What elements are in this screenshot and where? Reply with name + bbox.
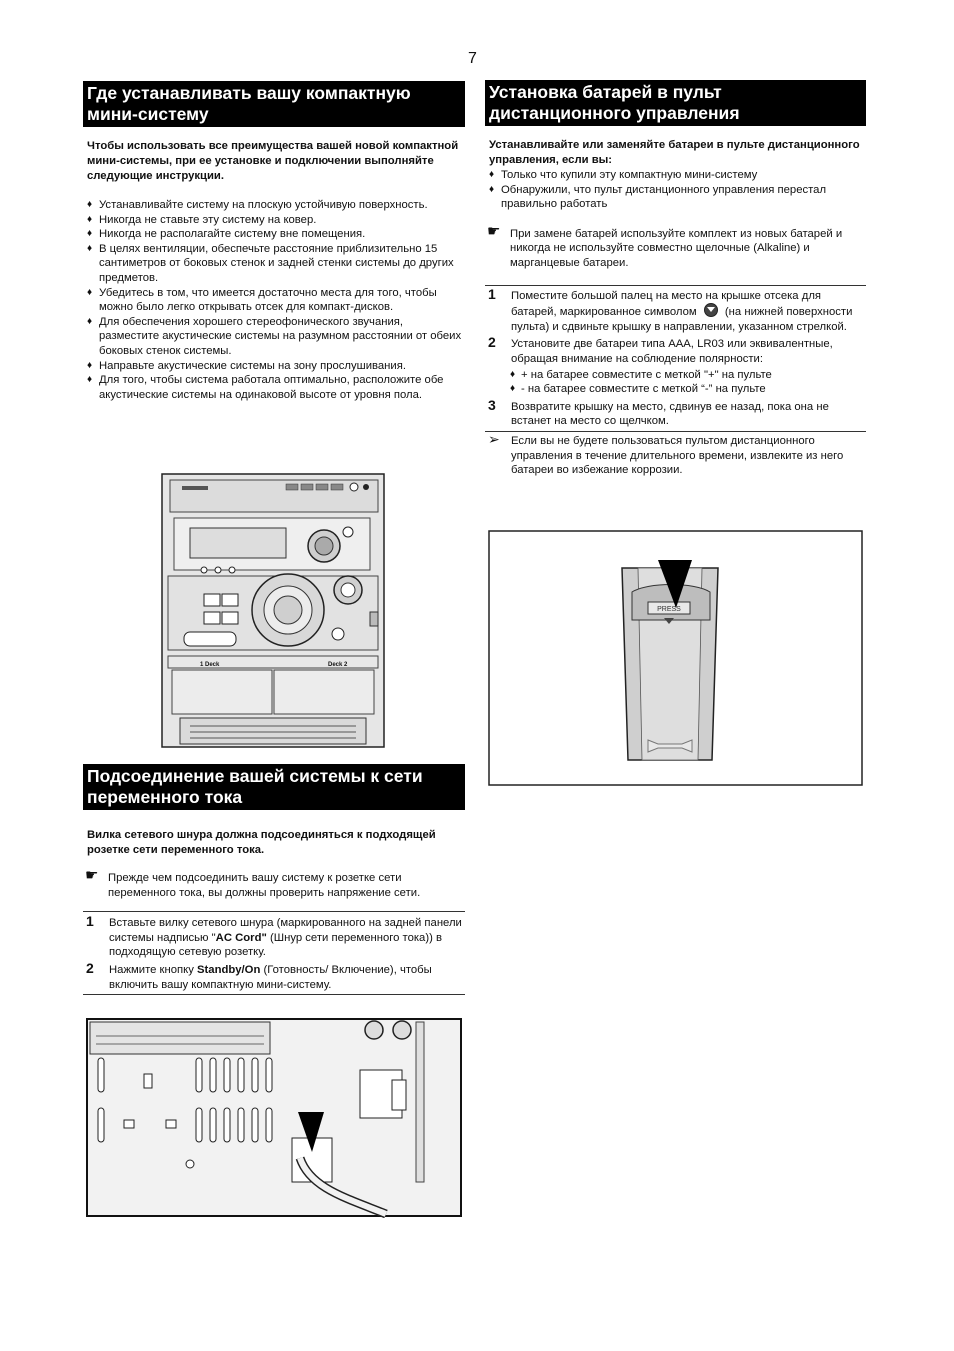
ac-section bbox=[83, 764, 465, 995]
battery-tip: ➢ Если вы не будете пользоваться пультом дистанционного управления в течение длительного времени, извлеките из него батареи во избежание коррозии. bbox=[488, 430, 844, 477]
remote-image bbox=[488, 530, 864, 787]
battery-steps bbox=[485, 285, 866, 429]
pointing-hand-icon: ☛ bbox=[487, 222, 501, 240]
list-item: ♦ Устанавливайте систему на плоскую устойчивую поверхность. bbox=[87, 199, 428, 211]
press-label: PRESS bbox=[657, 606, 681, 613]
bullet-diamond-icon: ♦ bbox=[489, 183, 495, 195]
rear-panel-illustration bbox=[86, 1018, 462, 1218]
bullet-diamond-icon: ♦ bbox=[87, 228, 93, 240]
mini-system-illustration bbox=[160, 472, 386, 749]
battery-step-2: 2 Установите две батареи типа AAA, LR03 или эквивалентные, обращая внимание на соблюдение полярности: bbox=[488, 334, 833, 365]
placement-title: Где устанавливать вашу компактную мини-систему bbox=[83, 81, 465, 127]
press-symbol-icon bbox=[704, 303, 718, 317]
divider bbox=[83, 911, 465, 912]
divider bbox=[83, 994, 465, 995]
list-item: ♦ Для обеспечения хорошего стереофонического звучания, разместите акустические системы на разумном расстоянии от обеих боковых стенок системы. bbox=[87, 315, 462, 357]
ac-step-1: 1 Вставьте вилку сетевого шнура (маркированного на задней панели системы надписью "AC Cord" (Шнур сети переменного тока)) в подходящую сетевую розетку. bbox=[86, 913, 462, 959]
list-item: ♦ Для того, чтобы система работала оптимально, расположите обе акустические системы на одинаковой высоте от уровня пола. bbox=[87, 374, 444, 401]
list-item: ♦ Убедитесь в том, что имеется достаточно места для того, чтобы можно было легко открывать отсек для компакт-дисков. bbox=[87, 286, 437, 314]
ac-steps bbox=[83, 913, 465, 992]
bullet-diamond-icon: ♦ bbox=[87, 242, 93, 254]
arrow-right-icon: ➢ bbox=[488, 430, 500, 447]
bullet-diamond-icon: ♦ bbox=[510, 383, 516, 395]
ac-note: ☛ Прежде чем подсоединить вашу систему к розетке сети переменного тока, вы должны проверить напряжение сети. bbox=[85, 867, 421, 899]
battery-title: Установка батарей в пульт дистанционного управления bbox=[485, 80, 866, 126]
list-item: ♦ В целях вентиляции, обеспечьте расстояние приблизительно 15 сантиметров от боковых стенок и задней стенки системы до других предметов. bbox=[87, 242, 454, 284]
bullet-diamond-icon: ♦ bbox=[87, 374, 93, 386]
pointing-hand-icon: ☛ bbox=[85, 867, 99, 884]
deck1-label: 1 Deck bbox=[200, 662, 220, 668]
list-item: ♦ Обнаружили, что пульт дистанционного управления перестал правильно работать bbox=[489, 183, 827, 211]
battery-step-1: 1 Поместите большой палец на место на крышке отсека для батарей, маркированное символом (на нижней поверхности пульта) и сдвиньте крышку в направлении, указанном стрелкой. bbox=[488, 285, 853, 333]
placement-lead: Чтобы использовать все преимущества вашей новой компактной мини-системы, при ее установке и подключении выполняйте следующие инструкции. bbox=[87, 140, 459, 182]
mini-system-front-image bbox=[160, 472, 386, 749]
ac-title: Подсоединение вашей системы к сети переменного тока bbox=[83, 764, 465, 810]
bullet-diamond-icon: ♦ bbox=[87, 199, 93, 210]
battery-bullets bbox=[485, 168, 866, 212]
battery-note: ☛ При замене батарей используйте комплект из новых батарей и никогда не используйте совместно щелочные (Alkaline) и марганцевые батареи. bbox=[487, 222, 843, 269]
bullet-diamond-icon: ♦ bbox=[87, 213, 93, 225]
left-column bbox=[83, 81, 465, 402]
bullet-diamond-icon: ♦ bbox=[510, 368, 516, 380]
divider bbox=[485, 431, 866, 432]
deck2-label: Deck 2 bbox=[328, 662, 348, 668]
bullet-diamond-icon: ♦ bbox=[489, 169, 495, 180]
list-item: ♦ Направьте акустические системы на зону прослушивания. bbox=[87, 359, 406, 372]
list-item: ♦ Только что купили эту компактную мини-систему bbox=[489, 169, 758, 181]
ac-step-2: 2 Нажмите кнопку Standby/On (Готовность/ Включение), чтобы включить вашу компактную мини-систему. bbox=[86, 959, 432, 991]
rear-panel-image bbox=[86, 1018, 462, 1218]
battery-lead: Устанавливайте или заменяйте батареи в пульте дистанционного управления, если вы: bbox=[489, 139, 860, 166]
right-column bbox=[485, 80, 866, 478]
divider bbox=[485, 285, 866, 286]
remote-illustration bbox=[488, 530, 864, 787]
list-item: ♦ Никогда не располагайте систему вне помещения. bbox=[87, 228, 366, 241]
battery-step-3: 3 Возвратите крышку на место, сдвинув ее назад, пока она не встанет на место со щелчком. bbox=[488, 396, 829, 428]
polarity-item: ♦ - на батарее совместите с меткой “-” на пульте bbox=[510, 383, 766, 396]
polarity-item: ♦ + на батарее совместите с меткой "+" на пульте bbox=[510, 368, 772, 381]
page-number: 7 bbox=[468, 50, 477, 67]
bullet-diamond-icon: ♦ bbox=[87, 315, 93, 327]
bullet-diamond-icon: ♦ bbox=[87, 359, 93, 371]
list-item: ♦ Никогда не ставьте эту систему на ковер. bbox=[87, 213, 317, 226]
ac-lead: Вилка сетевого шнура должна подсоединяться к подходящей розетке сети переменного тока. bbox=[87, 829, 436, 856]
bullet-diamond-icon: ♦ bbox=[87, 286, 93, 298]
placement-bullets bbox=[83, 198, 465, 402]
